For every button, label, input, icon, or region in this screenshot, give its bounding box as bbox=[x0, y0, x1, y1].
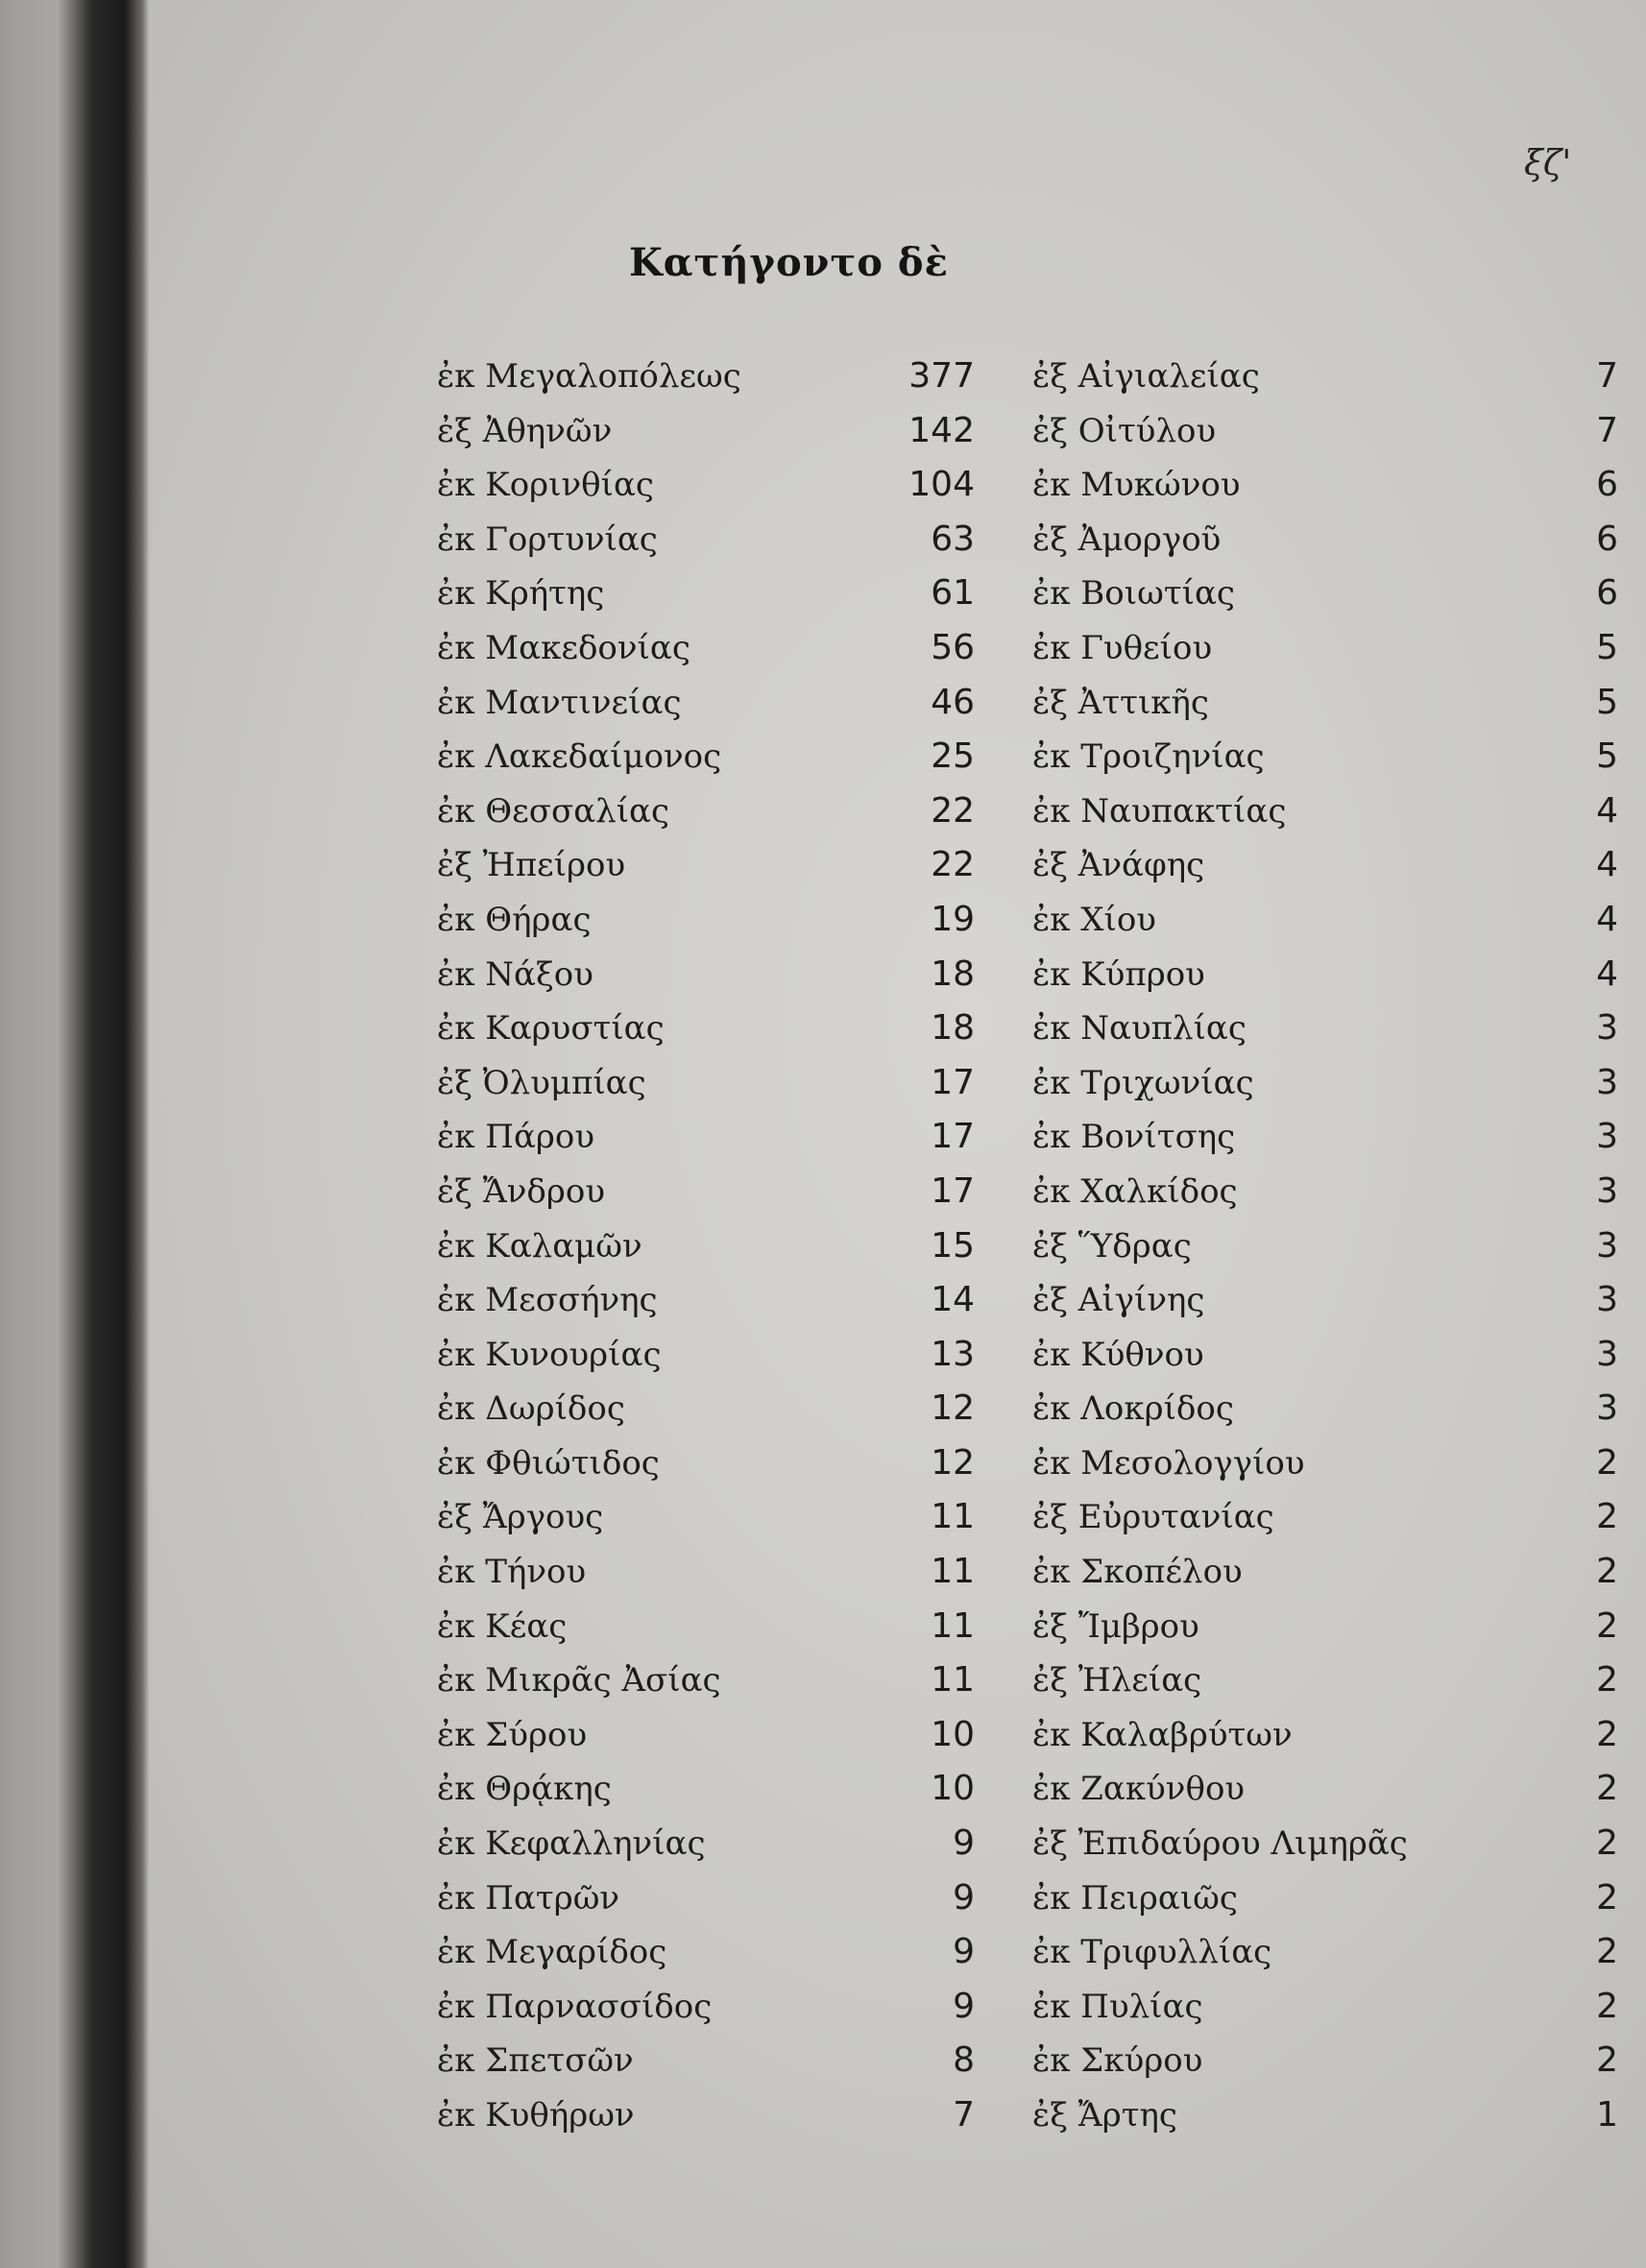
left-region-name: ἐκ Μαντινείας bbox=[437, 683, 682, 722]
table-row bbox=[437, 513, 1618, 567]
left-region-name: ἐκ Θρᾴκης bbox=[437, 1770, 612, 1809]
left-region-count: 22 bbox=[931, 845, 975, 885]
left-region-count: 22 bbox=[931, 790, 975, 831]
left-region-name: ἐκ Λακεδαίμονος bbox=[437, 737, 722, 777]
left-region-count: 12 bbox=[931, 1388, 975, 1429]
left-region-count: 61 bbox=[931, 573, 975, 614]
left-region-name: ἐκ Κεφαλληνίας bbox=[437, 1824, 706, 1864]
left-region-name: ἐκ Μικρᾶς Ἀσίας bbox=[437, 1661, 721, 1701]
right-region-name: ἐκ Μεσολογγίου bbox=[1032, 1443, 1305, 1483]
left-region-count: 12 bbox=[931, 1442, 975, 1483]
left-region-name: ἐκ Κρήτης bbox=[437, 574, 605, 614]
right-region-name: ἐκ Κύπρου bbox=[1032, 954, 1205, 994]
table-row bbox=[437, 1001, 1618, 1056]
table-row bbox=[437, 458, 1618, 513]
left-region-count: 9 bbox=[953, 1823, 975, 1864]
left-region-count: 63 bbox=[931, 519, 975, 559]
right-region-name: ἐκ Λοκρίδος bbox=[1032, 1389, 1234, 1429]
right-region-count: 3 bbox=[1596, 1062, 1618, 1102]
left-region-name: ἐξ Ὀλυμπίας bbox=[437, 1063, 646, 1102]
left-region-name: ἐκ Καρυστίας bbox=[437, 1009, 665, 1049]
right-region-name: ἐκ Σκύρου bbox=[1032, 2041, 1203, 2081]
table-row bbox=[437, 404, 1618, 459]
right-region-count: 2 bbox=[1596, 1877, 1618, 1918]
left-region-count: 142 bbox=[908, 410, 975, 450]
right-region-name: ἐκ Γυθείου bbox=[1032, 628, 1213, 667]
left-region-name: ἐκ Φθιώτιδος bbox=[437, 1443, 660, 1483]
table-row bbox=[437, 1600, 1618, 1654]
right-region-count: 6 bbox=[1596, 573, 1618, 614]
right-region-name: ἐκ Καλαβρύτων bbox=[1032, 1715, 1293, 1754]
left-region-count: 11 bbox=[931, 1605, 975, 1646]
right-region-count: 3 bbox=[1596, 1334, 1618, 1374]
right-region-name: ἐξ Οἰτύλου bbox=[1032, 411, 1217, 450]
left-region-count: 18 bbox=[931, 953, 975, 994]
right-region-count: 2 bbox=[1596, 2040, 1618, 2081]
book-page bbox=[149, 0, 1646, 2268]
left-region-count: 9 bbox=[953, 1877, 975, 1918]
right-region-name: ἐξ Ἀμοργοῦ bbox=[1032, 519, 1222, 559]
right-region-name: ἐκ Χαλκίδος bbox=[1032, 1171, 1238, 1211]
table-row bbox=[437, 350, 1618, 404]
right-region-name: ἐκ Χίου bbox=[1032, 900, 1156, 939]
table-row bbox=[437, 1871, 1618, 1926]
left-region-count: 18 bbox=[931, 1008, 975, 1049]
page-number: ξζ' bbox=[1524, 144, 1572, 183]
right-region-name: ἐξ Ἀττικῆς bbox=[1032, 683, 1209, 722]
left-region-count: 10 bbox=[931, 1769, 975, 1809]
table-row bbox=[437, 1165, 1618, 1219]
right-region-name: ἐξ Ἄρτης bbox=[1032, 2096, 1177, 2135]
table-row bbox=[437, 567, 1618, 621]
right-region-count: 7 bbox=[1596, 410, 1618, 450]
table-row bbox=[437, 2088, 1618, 2143]
left-region-count: 14 bbox=[931, 1280, 975, 1320]
right-region-count: 4 bbox=[1596, 899, 1618, 939]
left-region-name: ἐξ Ἀθηνῶν bbox=[437, 411, 613, 450]
left-region-name: ἐξ Ἄργους bbox=[437, 1498, 604, 1537]
right-region-name: ἐξ Ὕδρας bbox=[1032, 1226, 1192, 1266]
right-region-name: ἐξ Αἰγίνης bbox=[1032, 1281, 1205, 1320]
right-region-count: 5 bbox=[1596, 682, 1618, 722]
right-region-count: 3 bbox=[1596, 1225, 1618, 1266]
right-region-count: 5 bbox=[1596, 736, 1618, 777]
page-heading: Κατήγοντο δὲ bbox=[629, 240, 949, 285]
left-region-count: 15 bbox=[931, 1225, 975, 1266]
book-binding-gutter bbox=[0, 0, 149, 2268]
right-region-count: 3 bbox=[1596, 1008, 1618, 1049]
right-region-count: 3 bbox=[1596, 1388, 1618, 1429]
left-region-name: ἐκ Πάρου bbox=[437, 1118, 595, 1157]
right-region-count: 4 bbox=[1596, 953, 1618, 994]
left-region-name: ἐκ Θήρας bbox=[437, 900, 592, 939]
right-region-name: ἐξ Ἀνάφης bbox=[1032, 846, 1205, 885]
right-region-name: ἐκ Ναυπακτίας bbox=[1032, 791, 1287, 831]
left-region-count: 25 bbox=[931, 736, 975, 777]
left-region-name: ἐκ Κέας bbox=[437, 1606, 568, 1646]
left-region-count: 46 bbox=[931, 682, 975, 722]
right-region-name: ἐκ Βοιωτίας bbox=[1032, 574, 1235, 614]
right-region-count: 2 bbox=[1596, 1769, 1618, 1809]
table-row bbox=[437, 1817, 1618, 1871]
right-region-count: 3 bbox=[1596, 1117, 1618, 1157]
table-row bbox=[437, 1056, 1618, 1111]
left-region-count: 9 bbox=[953, 1932, 975, 1972]
left-region-name: ἐκ Σπετσῶν bbox=[437, 2041, 634, 2081]
right-region-count: 2 bbox=[1596, 1442, 1618, 1483]
table-row bbox=[437, 784, 1618, 839]
left-region-name: ἐκ Μεσσήνης bbox=[437, 1281, 658, 1320]
table-row bbox=[437, 893, 1618, 948]
table-row bbox=[437, 1762, 1618, 1817]
table-row bbox=[437, 1328, 1618, 1383]
right-region-name: ἐξ Εὐρυτανίας bbox=[1032, 1498, 1274, 1537]
right-region-name: ἐκ Πειραιῶς bbox=[1032, 1878, 1238, 1918]
table-row bbox=[437, 838, 1618, 893]
left-region-name: ἐκ Πατρῶν bbox=[437, 1878, 620, 1918]
right-region-name: ἐκ Τριχωνίας bbox=[1032, 1063, 1254, 1102]
left-region-name: ἐκ Κορινθίας bbox=[437, 466, 654, 505]
table-row bbox=[437, 730, 1618, 784]
right-region-count: 4 bbox=[1596, 845, 1618, 885]
left-region-name: ἐκ Σύρου bbox=[437, 1715, 588, 1754]
right-region-count: 3 bbox=[1596, 1280, 1618, 1320]
left-region-count: 10 bbox=[931, 1714, 975, 1754]
right-region-name: ἐκ Ζακύνθου bbox=[1032, 1770, 1246, 1809]
left-region-name: ἐκ Μεγαλοπόλεως bbox=[437, 357, 741, 396]
left-region-count: 8 bbox=[953, 2040, 975, 2081]
right-region-name: ἐξ Αἰγιαλείας bbox=[1032, 357, 1260, 396]
left-region-name: ἐκ Μακεδονίας bbox=[437, 628, 690, 667]
right-region-name: ἐκ Τροιζηνίας bbox=[1032, 737, 1265, 777]
table-row bbox=[437, 1545, 1618, 1600]
left-region-name: ἐκ Τήνου bbox=[437, 1553, 587, 1592]
right-region-name: ἐξ Ἐπιδαύρου Λιμηρᾶς bbox=[1032, 1824, 1408, 1864]
left-region-count: 377 bbox=[908, 356, 975, 396]
table-row bbox=[437, 2034, 1618, 2088]
table-row bbox=[437, 1110, 1618, 1165]
left-region-name: ἐκ Κυνουρίας bbox=[437, 1335, 662, 1374]
left-region-count: 7 bbox=[953, 2095, 975, 2135]
right-region-name: ἐκ Μυκώνου bbox=[1032, 466, 1241, 505]
table-row bbox=[437, 1980, 1618, 2035]
right-region-name: ἐκ Βονίτσης bbox=[1032, 1118, 1236, 1157]
table-row bbox=[437, 1925, 1618, 1980]
left-region-name: ἐξ Ἠπείρου bbox=[437, 846, 626, 885]
left-region-name: ἐκ Δωρίδος bbox=[437, 1389, 625, 1429]
right-region-count: 2 bbox=[1596, 1605, 1618, 1646]
left-region-count: 19 bbox=[931, 899, 975, 939]
right-region-count: 2 bbox=[1596, 1823, 1618, 1864]
table-row bbox=[437, 1708, 1618, 1763]
right-region-name: ἐκ Ναυπλίας bbox=[1032, 1009, 1247, 1049]
left-region-count: 11 bbox=[931, 1497, 975, 1537]
right-region-count: 3 bbox=[1596, 1170, 1618, 1211]
right-region-count: 6 bbox=[1596, 519, 1618, 559]
right-region-name: ἐκ Σκοπέλου bbox=[1032, 1553, 1243, 1592]
left-region-count: 56 bbox=[931, 627, 975, 667]
table-row bbox=[437, 1436, 1618, 1491]
right-region-count: 2 bbox=[1596, 1552, 1618, 1592]
left-region-name: ἐκ Παρνασσίδος bbox=[437, 1987, 713, 2026]
right-region-name: ἐξ Ἠλείας bbox=[1032, 1661, 1202, 1701]
left-region-name: ἐκ Νάξου bbox=[437, 954, 593, 994]
left-region-name: ἐκ Μεγαρίδος bbox=[437, 1933, 667, 1972]
right-region-name: ἐκ Κύθνου bbox=[1032, 1335, 1204, 1374]
table-row bbox=[437, 676, 1618, 731]
table-row bbox=[437, 1273, 1618, 1328]
right-region-count: 1 bbox=[1596, 2095, 1618, 2135]
table-row bbox=[437, 1653, 1618, 1708]
right-region-count: 2 bbox=[1596, 1497, 1618, 1537]
origin-count-table bbox=[437, 350, 1618, 2143]
left-region-name: ἐξ Ἄνδρου bbox=[437, 1171, 605, 1211]
right-region-name: ἐκ Τριφυλλίας bbox=[1032, 1933, 1272, 1972]
left-region-count: 11 bbox=[931, 1660, 975, 1701]
right-region-name: ἐξ Ἴμβρου bbox=[1032, 1606, 1199, 1646]
left-region-count: 17 bbox=[931, 1170, 975, 1211]
right-region-count: 4 bbox=[1596, 790, 1618, 831]
right-region-count: 2 bbox=[1596, 1986, 1618, 2026]
right-region-count: 5 bbox=[1596, 627, 1618, 667]
table-row bbox=[437, 1490, 1618, 1545]
left-region-name: ἐκ Γορτυνίας bbox=[437, 519, 658, 559]
table-row bbox=[437, 1382, 1618, 1436]
right-region-count: 7 bbox=[1596, 356, 1618, 396]
left-region-count: 13 bbox=[931, 1334, 975, 1374]
left-region-count: 17 bbox=[931, 1117, 975, 1157]
table-row bbox=[437, 1219, 1618, 1274]
left-region-name: ἐκ Κυθήρων bbox=[437, 2096, 635, 2135]
table-row bbox=[437, 948, 1618, 1002]
right-region-count: 2 bbox=[1596, 1660, 1618, 1701]
left-region-count: 11 bbox=[931, 1552, 975, 1592]
left-region-count: 104 bbox=[908, 465, 975, 505]
right-region-count: 6 bbox=[1596, 465, 1618, 505]
right-region-count: 2 bbox=[1596, 1932, 1618, 1972]
left-region-name: ἐκ Καλαμῶν bbox=[437, 1226, 642, 1266]
left-region-count: 17 bbox=[931, 1062, 975, 1102]
left-region-count: 9 bbox=[953, 1986, 975, 2026]
right-region-name: ἐκ Πυλίας bbox=[1032, 1987, 1203, 2026]
table-row bbox=[437, 621, 1618, 676]
right-region-count: 2 bbox=[1596, 1714, 1618, 1754]
left-region-name: ἐκ Θεσσαλίας bbox=[437, 791, 670, 831]
